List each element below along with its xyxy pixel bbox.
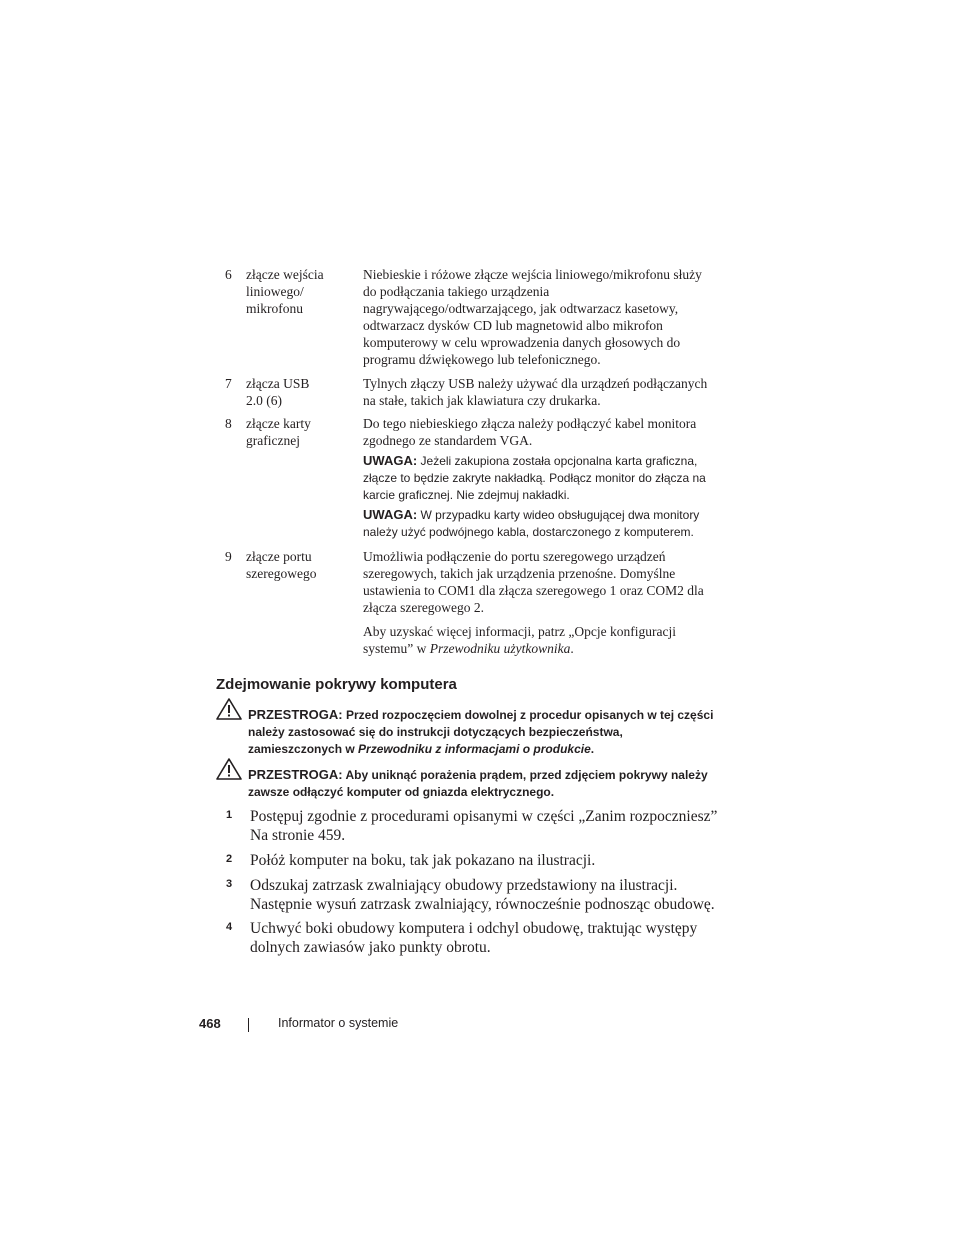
step-text: Postępuj zgodnie z procedurami opisanymi w części „Zanim rozpoczniesz” Na stronie 459. [250,808,718,844]
row-name: złącze portu szeregowego [246,549,317,581]
footer-section-title: Informator o systemie [278,1016,399,1030]
warning-icon [216,698,242,720]
row-description-reference: Aby uzyskać więcej informacji, patrz „Opcje konfiguracji systemu” w Przewodniku użytkownika. [363,624,676,656]
note-label: UWAGA: [363,507,418,522]
section-title: Zdejmowanie pokrywy komputera [216,676,457,693]
caution-text: PRZESTROGA: Aby uniknąć porażenia prądem, przed zdjęciem pokrywy należy zawsze odłączyć komputer od gniazda elektrycznego. [248,767,708,799]
row-description: Niebieskie i różowe złącze wejścia liniowego/mikrofonu służy do podłączania takiego urządzenia nagrywającego/odtwarzającego, jak odtwarzacz kasetowy, odtwarzacz dysków CD lub magnetowid albo mikrofon komputerowy w celu wprowadzenia danych głosowych do programu dźwiękowego lub telefonicznego. [363,267,702,367]
note [363,452,711,504]
row-number: 9 [225,549,232,564]
row-description: Tylnych złączy USB należy używać dla urządzeń podłączanych na stałe, takich jak klawiatura czy drukarka. [363,376,708,408]
note [363,506,711,541]
step-text: Odszukaj zatrzask zwalniający obudowy przedstawiony na ilustracji. Następnie wysuń zatrzask zwalniający, równocześnie podnosząc obudowę. [250,877,715,913]
row-number: 6 [225,267,232,282]
caution-label: PRZESTROGA: [248,707,343,722]
step-number: 4 [226,921,233,933]
step-number: 2 [226,853,233,865]
note-label: UWAGA: [363,453,418,468]
caution-label: PRZESTROGA: [248,767,343,782]
row-number: 8 [225,416,232,431]
step-text: Uchwyć boki obudowy komputera i odchyl obudowę, traktując występy dolnych zawiasów jako punkty obrotu. [250,920,698,956]
row-name: złącza USB 2.0 (6) [246,376,310,408]
caution-text: PRZESTROGA: Przed rozpoczęciem dowolnej z procedur opisanych w tej części należy zastosować się do instrukcji dotyczących bezpieczeństwa, zamieszczonych w Przewodniku z informacjami o produkcie. [248,707,714,756]
row-name: złącze wejścia liniowego/ mikrofonu [246,267,324,316]
row-name: złącze karty graficznej [246,416,311,448]
warning-icon [216,758,242,780]
footer-divider [248,1018,249,1032]
step-text: Połóż komputer na boku, tak jak pokazano na ilustracji. [250,852,596,869]
row-number: 7 [225,376,232,391]
note-text: Jeżeli zakupiona została opcjonalna karta graficzna, złącze to będzie zakryte nakładką. Podłącz monitor do złącza na karcie graficznej. Nie zdejmuj nakładki. [363,454,706,502]
note-text: W przypadku karty wideo obsługującej dwa monitory należy użyć podwójnego kabla, dostarczonego z komputerem. [363,508,700,539]
step-number: 3 [226,878,233,890]
page-number: 468 [199,1016,221,1031]
row-description: Umożliwia podłączenie do portu szeregowego urządzeń szeregowych, takich jak urządzenia przenośne. Domyślne ustawienia to COM1 dla złącza szeregowego 1 oraz COM2 dla złącza szeregowego 2. [363,549,704,615]
step-number: 1 [226,809,233,821]
row-description: Do tego niebieskiego złącza należy podłączyć kabel monitora zgodnego ze standardem VGA. [363,416,697,448]
